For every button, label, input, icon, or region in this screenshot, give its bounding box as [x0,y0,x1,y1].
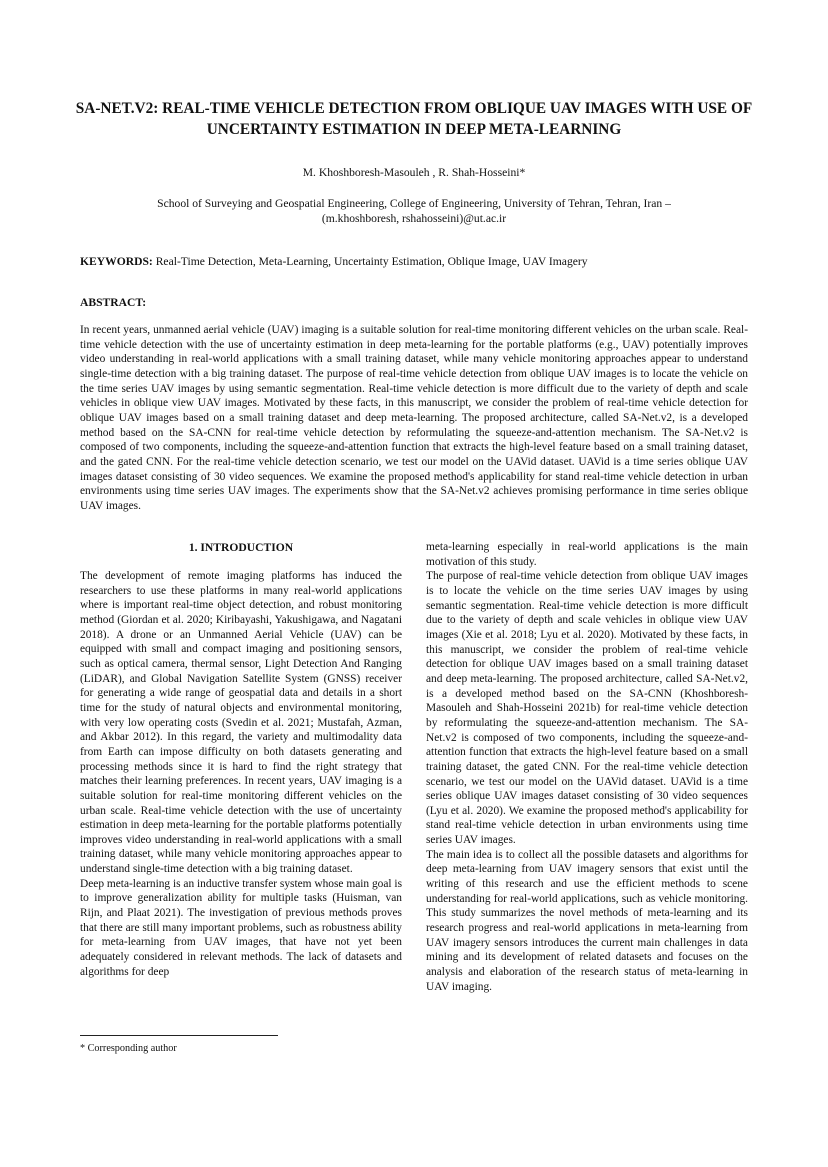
paragraph: meta-learning especially in real-world applications is the main motivation of this study. [426,541,748,568]
footnote: * Corresponding author [80,1043,177,1054]
footnote-divider [80,1035,278,1036]
affiliation-line: School of Surveying and Geospatial Engineering, College of Engineering, University of Tehran, Tehran, Iran – [157,197,671,210]
abstract-heading: ABSTRACT: [80,296,147,309]
author-list: M. Khoshboresh-Masouleh , R. Shah-Hosseini* [302,166,526,179]
paragraph: Deep meta-learning is an inductive transfer system whose main goal is to improve generalization ability for multiple tasks (Huisman, van Rijn, and Plaat 2021). The investigation of previous methods proves that there are still many important problems, such as robustness ability for meta-learning from UAV images, that have not yet been adequately considered in relevant methods. The lack of datasets and algorithms for deep [80,877,403,978]
paper-title: SA-NET.V2: REAL-TIME VEHICLE DETECTION FROM OBLIQUE UAV IMAGES WITH USE OF UNCERTAINTY ESTIMATION IN DEEP META-LEARNING [75,100,753,138]
affiliation-email: (m.khoshboresh, rshahosseini)@ut.ac.ir [321,212,507,225]
paragraph: The development of remote imaging platforms has induced the researchers to use these platforms in many real-world applications where is important real-time object detection, and robust monitoring method (Giordan et al. 2020; Kiribayashi, Yakushigawa, and Nagatani 2018). A drone or an Unmanned Aerial Vehicle (UAV) can be equipped with small and compact imaging and positioning sensors, such as optical camera, thermal sensor, Light Detection And Ranging (LiDAR), and Global Navigation Satellite System (GNSS) receiver for generating a wide range of geospatial data and details in a short time for the study of natural objects and environmental monitoring, with very low operating costs (Svedin et al. 2021; Mustafah, Azman, and Akbar 2012). In this regard, the variety and multimodality data from Earth can impose difficulty on both datasets generating and processing methods since it is hard to find the right strategy that matches their learning preferences. In recent years, UAV imaging is a suitable solution for real-time monitoring different vehicles on the urban scale. Real-time vehicle detection with the use of uncertainty estimation in deep meta-learning for the portable platforms potentially improves video understanding in real-world applications with a small training dataset, while many vehicle monitoring approaches appear to understand single-time detection with a big training dataset. [80,570,402,876]
abstract-body: In recent years, unmanned aerial vehicle (UAV) imaging is a suitable solution for real-time monitoring different vehicles on the urban scale. Real-time vehicle detection with the use of uncertainty estimation in deep meta-learning for the portable platforms (e.g., UAV) potentially improves video understanding in real-world applications with a small training dataset, while many vehicle monitoring approaches appear to understand single-time detection with a big training dataset. The purpose of real-time vehicle detection from oblique UAV images is to locate the vehicle on the time series UAV images by using semantic segmentation. Real-time vehicle detection is more difficult due to the variety of depth and scale vehicles in oblique view UAV images. Motivated by these facts, in this manuscript, we consider the problem of real-time vehicle detection for oblique UAV images based on a small training dataset and deep meta-learning. The proposed architecture, called SA-Net.v2, is a developed method based on the SA-CNN for real-time vehicle detection by reformulating the squeeze-and-attention mechanism. The SA-Net.v2 is composed of two components, including the squeeze-and-attention function that extracts the high-level feature based on a small training dataset, and the gated CNN. For the real-time vehicle detection scenario, we test our model on the UAVid dataset. UAVid is a time series oblique UAV images dataset consisting of 30 video sequences. We examine the proposed method's applicability for stand real-time vehicle detection in urban environments using time series UAV images. The experiments show that the SA-Net.v2 achieves promising performance in time series oblique UAV images. [80,324,748,512]
keywords-line [80,254,748,269]
paragraph: The purpose of real-time vehicle detection from oblique UAV images is to locate the vehicle on the time series UAV images by using semantic segmentation. Real-time vehicle detection is more difficult due to the variety of depth and scale vehicles in oblique view UAV images (Xie et al. 2018; Lyu et al. 2020). Motivated by these facts, in this manuscript, we consider the problem of real-time vehicle detection for oblique UAV images based on a small training dataset and deep meta-learning. The proposed architecture, called SA-Net.v2, is a developed method based on the SA-CNN (Khoshboresh-Masouleh and Shah-Hosseini 2021b) for real-time vehicle detection by reformulating the squeeze-and-attention mechanism. The SA-Net.v2 is composed of two components, including the squeeze-and-attention function that extracts the high-level feature based on a small training dataset, the gated CNN. For the real-time vehicle detection scenario, we test our model on the UAVid dataset. UAVid is a time series oblique UAV images dataset consisting of 30 video sequences (Lyu et al. 2020). We examine the proposed method's applicability for stand real-time vehicle detection in urban environments using time series UAV images. [426,570,748,847]
section-heading-introduction: 1. INTRODUCTION [188,541,294,554]
keywords-label: KEYWORDS: [80,255,153,268]
right-column [426,540,748,994]
paragraph: The main idea is to collect all the possible datasets and algorithms for deep meta-learning from UAV imagery sensors that exist until the writing of this research and use the efficient methods to scene understanding for real-world applications, such as vehicle monitoring. This study summarizes the novel methods of meta-learning and its research progress and real-world applications in meta-learning from UAV imagery sensors introduces the current main challenges in data mining and its development of related datasets and focuses on the analysis and elaboration of the research status of meta-learning in UAV imaging. [426,848,748,993]
keywords-text: Real-Time Detection, Meta-Learning, Uncertainty Estimation, Oblique Image, UAV Imagery [152,255,588,268]
affiliation [90,196,738,226]
left-column [80,540,402,979]
